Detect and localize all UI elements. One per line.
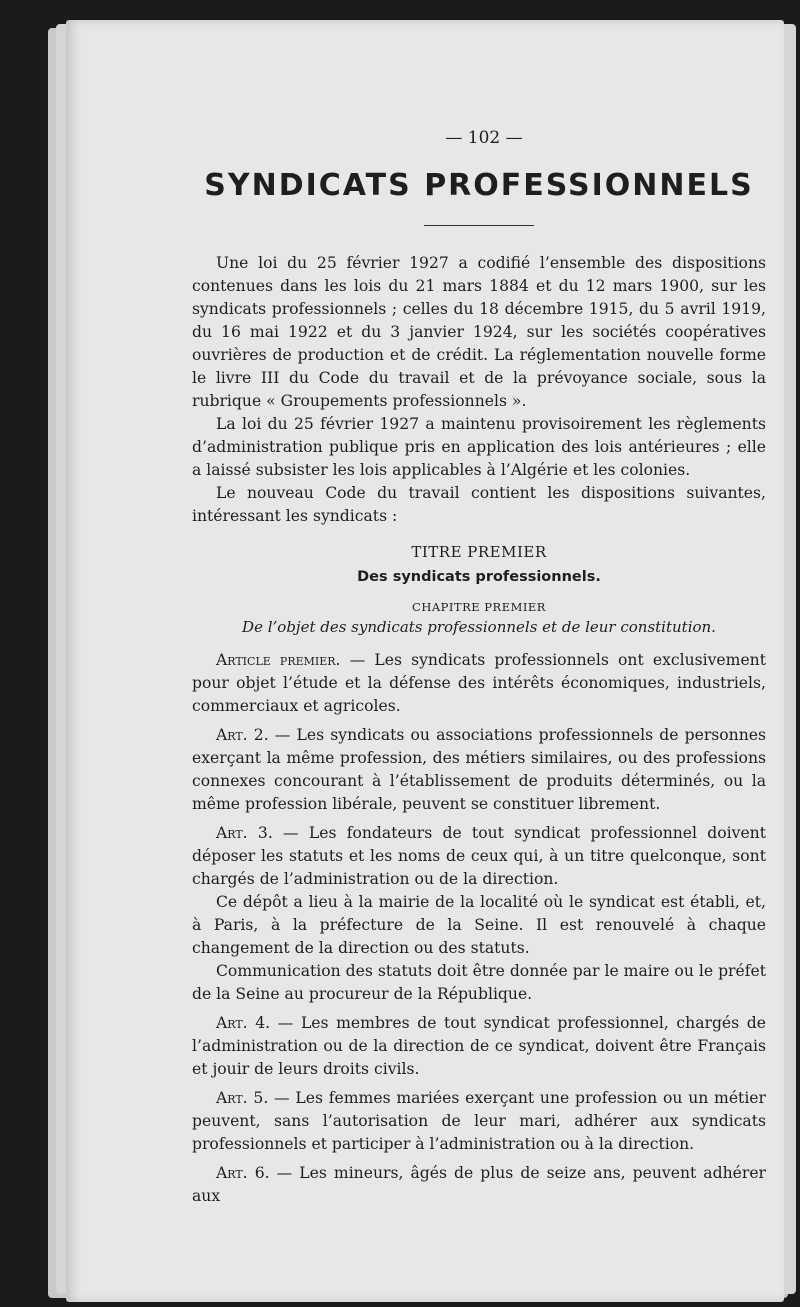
- article-paragraph: [192, 1162, 766, 1208]
- article-label: Article premier.: [216, 651, 341, 669]
- intro-paragraph: Le nouveau Code du travail contient les dispositions suivantes, intéressant les syndicats :: [192, 484, 766, 525]
- article-label: Art. 2.: [216, 726, 269, 744]
- chapitre-subheading: De l’objet des syndicats professionnels et de leur constitution.: [242, 618, 716, 636]
- article-label: Art. 5.: [216, 1089, 269, 1107]
- article-text: — Les fondateurs de tout syndicat professionnel doivent déposer les statuts et les noms de ceux qui, à un titre quelconque, sont chargés de l’administration ou de la direction.: [192, 824, 766, 888]
- article-paragraph: [192, 724, 766, 816]
- article-paragraph: [192, 649, 766, 718]
- article-paragraph: [192, 891, 766, 960]
- chapitre-heading: CHAPITRE PREMIER: [412, 600, 546, 614]
- article-label: Art. 3.: [216, 824, 273, 842]
- article-text: — Les femmes mariées exerçant une profession ou un métier peuvent, sans l’autorisation de leur mari, adhérer aux syndicats professionnels et participer à l’administration ou à la direction.: [192, 1089, 766, 1153]
- article-text: Communication des statuts doit être donnée par le maire ou le préfet de la Seine au procureur de la République.: [192, 962, 766, 1003]
- article-label: Art. 4.: [216, 1014, 271, 1032]
- article-text: — Les mineurs, âgés de plus de seize ans, peuvent adhérer aux: [192, 1164, 766, 1205]
- title-rule: [424, 225, 534, 226]
- article-text: — Les syndicats ou associations professionnels de personnes exerçant la même profession, des métiers similaires, ou des professions connexes concourant à l’établissement de produits déterminés, ou la même profession libérale, peuvent se constituer librement.: [192, 726, 766, 813]
- intro-paragraph: Une loi du 25 février 1927 a codifié l’ensemble des dispositions contenues dans les lois du 21 mars 1884 et du 12 mars 1900, sur les syndicats professionnels ; celles du 18 décembre 1915, du 5 avril 1919, du 16 mai 1922 et du 3 janvier 1924, sur les sociétés coopératives ouvrières de production et de crédit. La réglementation nouvelle forme le livre III du Code du travail et de la prévoyance sociale, sous la rubrique « Groupements professionnels ».: [192, 254, 766, 410]
- article-paragraph: [192, 960, 766, 1006]
- article-paragraph: [192, 1087, 766, 1156]
- titre-heading: TITRE PREMIER: [411, 543, 547, 561]
- article-label: Art. 6.: [216, 1164, 270, 1182]
- titre-subheading: Des syndicats professionnels.: [357, 569, 601, 585]
- page-number: — 102 —: [445, 128, 523, 148]
- article-text: — Les membres de tout syndicat professionnel, chargés de l’administration ou de la direction de ce syndicat, doivent être Français et jouir de leurs droits civils.: [192, 1014, 766, 1078]
- article-text: — Les syndicats professionnels ont exclusivement pour objet l’étude et la défense des intérêts économiques, industriels, commerciaux et agricoles.: [192, 651, 766, 715]
- article-text: Ce dépôt a lieu à la mairie de la localité où le syndicat est établi, et, à Paris, à la préfecture de la Seine. Il est renouvelé à chaque changement de la direction ou des statuts.: [192, 893, 766, 957]
- article-paragraph: [192, 822, 766, 891]
- intro-paragraph: La loi du 25 février 1927 a maintenu provisoirement les règlements d’administration publique pris en application des lois antérieures ; elle a laissé subsister les lois applicables à l’Algérie et les colonies.: [192, 415, 766, 479]
- page-content: [192, 120, 766, 1208]
- page-title: SYNDICATS PROFESSIONNELS: [204, 168, 754, 203]
- article-paragraph: [192, 1012, 766, 1081]
